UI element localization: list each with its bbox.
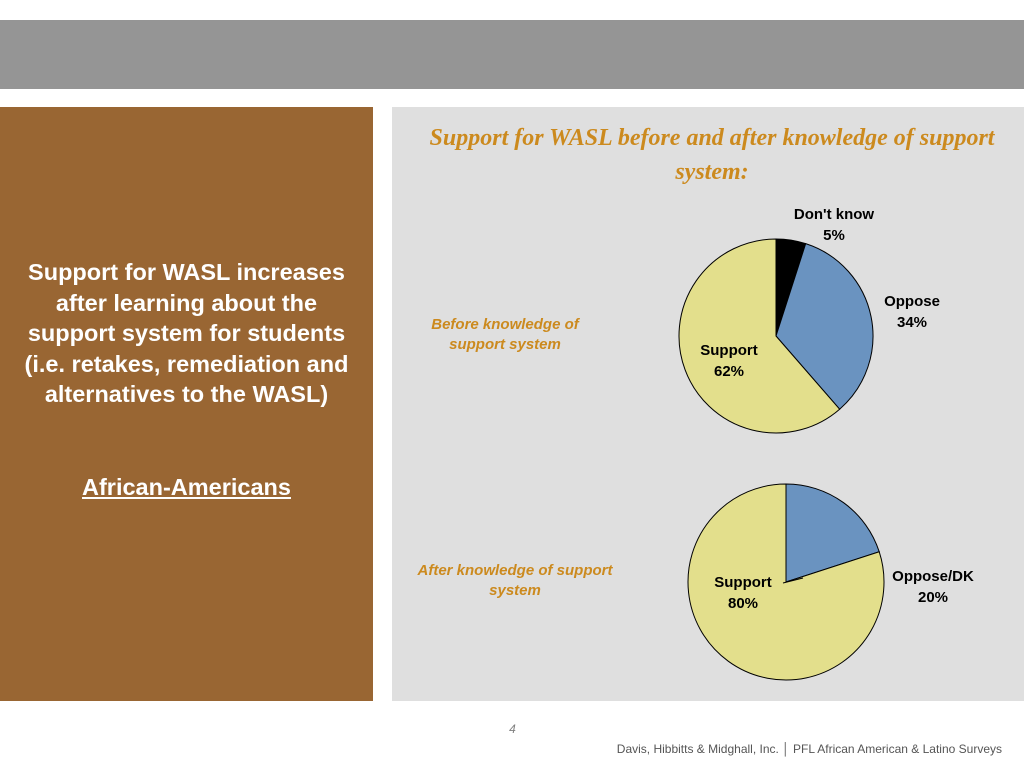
pie-before-data-label: Oppose 34% [884, 293, 940, 331]
chart-title: Support for WASL before and after knowledge of support system: [429, 125, 995, 185]
footer-credit: Davis, Hibbitts & Midghall, Inc. │ PFL African American & Latino Surveys [616, 742, 1002, 756]
pie-charts [392, 107, 1024, 701]
pie-before-data-label: Don't know 5% [793, 206, 875, 244]
group-heading: African-Americans [82, 474, 291, 500]
pie-after-caption: After knowledge of support system [417, 562, 613, 599]
chart-panel [392, 107, 1024, 701]
summary-text: Support for WASL increases after learning about the support system for students (i.e. retakes, remediation and alternatives to the WASL) [24, 259, 349, 407]
pie-before-caption: Before knowledge of support system [431, 316, 579, 353]
top-banner [0, 20, 1024, 89]
pie-before [679, 206, 940, 433]
pie-after [688, 484, 974, 680]
pie-after-data-label: Oppose/DK 20% [892, 568, 974, 606]
page-number: 4 [509, 722, 516, 736]
pie-before-data-label: Support 62% [700, 342, 758, 380]
pie-after-data-label: Support 80% [714, 574, 772, 612]
left-panel [0, 107, 373, 701]
